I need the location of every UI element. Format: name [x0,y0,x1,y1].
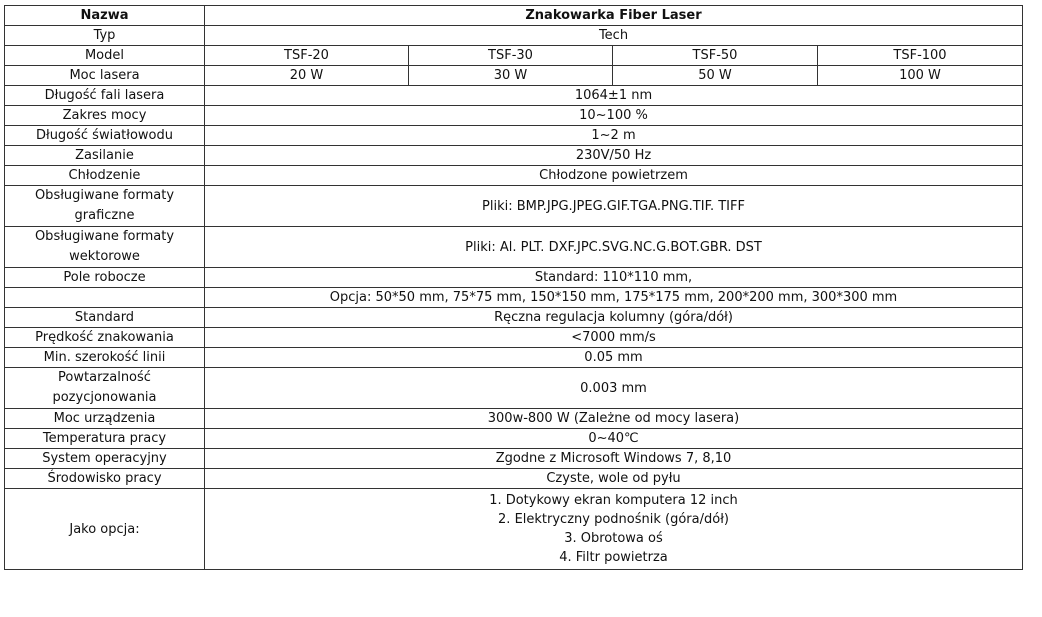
row-label: Moc lasera [5,66,205,86]
row-value: 0.05 mm [205,348,1023,368]
row-value: <7000 mm/s [205,328,1023,348]
row-label: Zakres mocy [5,106,205,126]
row-value: 300w-800 W (Zależne od mocy lasera) [205,409,1023,429]
row-value: 230V/50 Hz [205,146,1023,166]
table-row [5,268,1023,288]
row-label: Moc urządzenia [5,409,205,429]
table-row [5,368,1023,409]
row-label: Chłodzenie [5,166,205,186]
option-item: 1. Dotykowy ekran komputera 12 inch [489,493,738,508]
row-label: Środowisko pracy [5,469,205,489]
row-value: Chłodzone powietrzem [205,166,1023,186]
model-cell: TSF-50 [613,46,818,66]
power-cell: 50 W [613,66,818,86]
row-value: Zgodne z Microsoft Windows 7, 8,10 [205,449,1023,469]
row-label: Obsługiwane formaty graficzne [5,186,205,227]
row-label: Standard [5,308,205,328]
header-name: Nazwa [5,6,205,26]
row-label: Temperatura pracy [5,429,205,449]
options-list [205,489,1023,570]
table-row [5,186,1023,227]
table-row [5,86,1023,106]
row-label: System operacyjny [5,449,205,469]
model-cell: TSF-30 [409,46,613,66]
row-value: 1064±1 nm [205,86,1023,106]
row-label: Zasilanie [5,146,205,166]
row-label: Długość światłowodu [5,126,205,146]
table-row [5,409,1023,429]
row-value: Tech [205,26,1023,46]
option-item: 4. Filtr powietrza [559,550,668,565]
table-row [5,146,1023,166]
row-value: Czyste, wole od pyłu [205,469,1023,489]
header-row [5,6,1023,26]
row-value: Standard: 110*110 mm, [205,268,1023,288]
table-row [5,328,1023,348]
row-value: 0.003 mm [205,368,1023,409]
row-value: 1~2 m [205,126,1023,146]
option-item: 2. Elektryczny podnośnik (góra/dół) [498,512,729,527]
table-row [5,449,1023,469]
row-label: Typ [5,26,205,46]
row-value: Pliki: BMP.JPG.JPEG.GIF.TGA.PNG.TIF. TIFF [205,186,1023,227]
table-row [5,469,1023,489]
row-value: Pliki: Al. PLT. DXF.JPC.SVG.NC.G.BOT.GBR. DST [205,227,1023,268]
model-cell: TSF-100 [818,46,1023,66]
table-row [5,348,1023,368]
row-label: Prędkość znakowania [5,328,205,348]
row-label: Jako opcja: [5,489,205,570]
row-label: Obsługiwane formaty wektorowe [5,227,205,268]
row-label: Powtarzalność pozycjonowania [5,368,205,409]
model-cell: TSF-20 [205,46,409,66]
row-label: Model [5,46,205,66]
table-row [5,429,1023,449]
row-value: 10~100 % [205,106,1023,126]
row-label [5,288,205,308]
row-label: Min. szerokość linii [5,348,205,368]
row-value: Ręczna regulacja kolumny (góra/dół) [205,308,1023,328]
table-row [5,126,1023,146]
table-row [5,166,1023,186]
option-item: 3. Obrotowa oś [564,531,663,546]
spec-table [4,5,1023,570]
power-cell: 100 W [818,66,1023,86]
table-row [5,308,1023,328]
header-product: Znakowarka Fiber Laser [205,6,1023,26]
table-row [5,288,1023,308]
model-row [5,46,1023,66]
power-row [5,66,1023,86]
table-row [5,26,1023,46]
table-row [5,106,1023,126]
power-cell: 20 W [205,66,409,86]
row-value: Opcja: 50*50 mm, 75*75 mm, 150*150 mm, 175*175 mm, 200*200 mm, 300*300 mm [205,288,1023,308]
row-label: Pole robocze [5,268,205,288]
row-value: 0~40℃ [205,429,1023,449]
power-cell: 30 W [409,66,613,86]
options-row [5,489,1023,570]
table-row [5,227,1023,268]
row-label: Długość fali lasera [5,86,205,106]
